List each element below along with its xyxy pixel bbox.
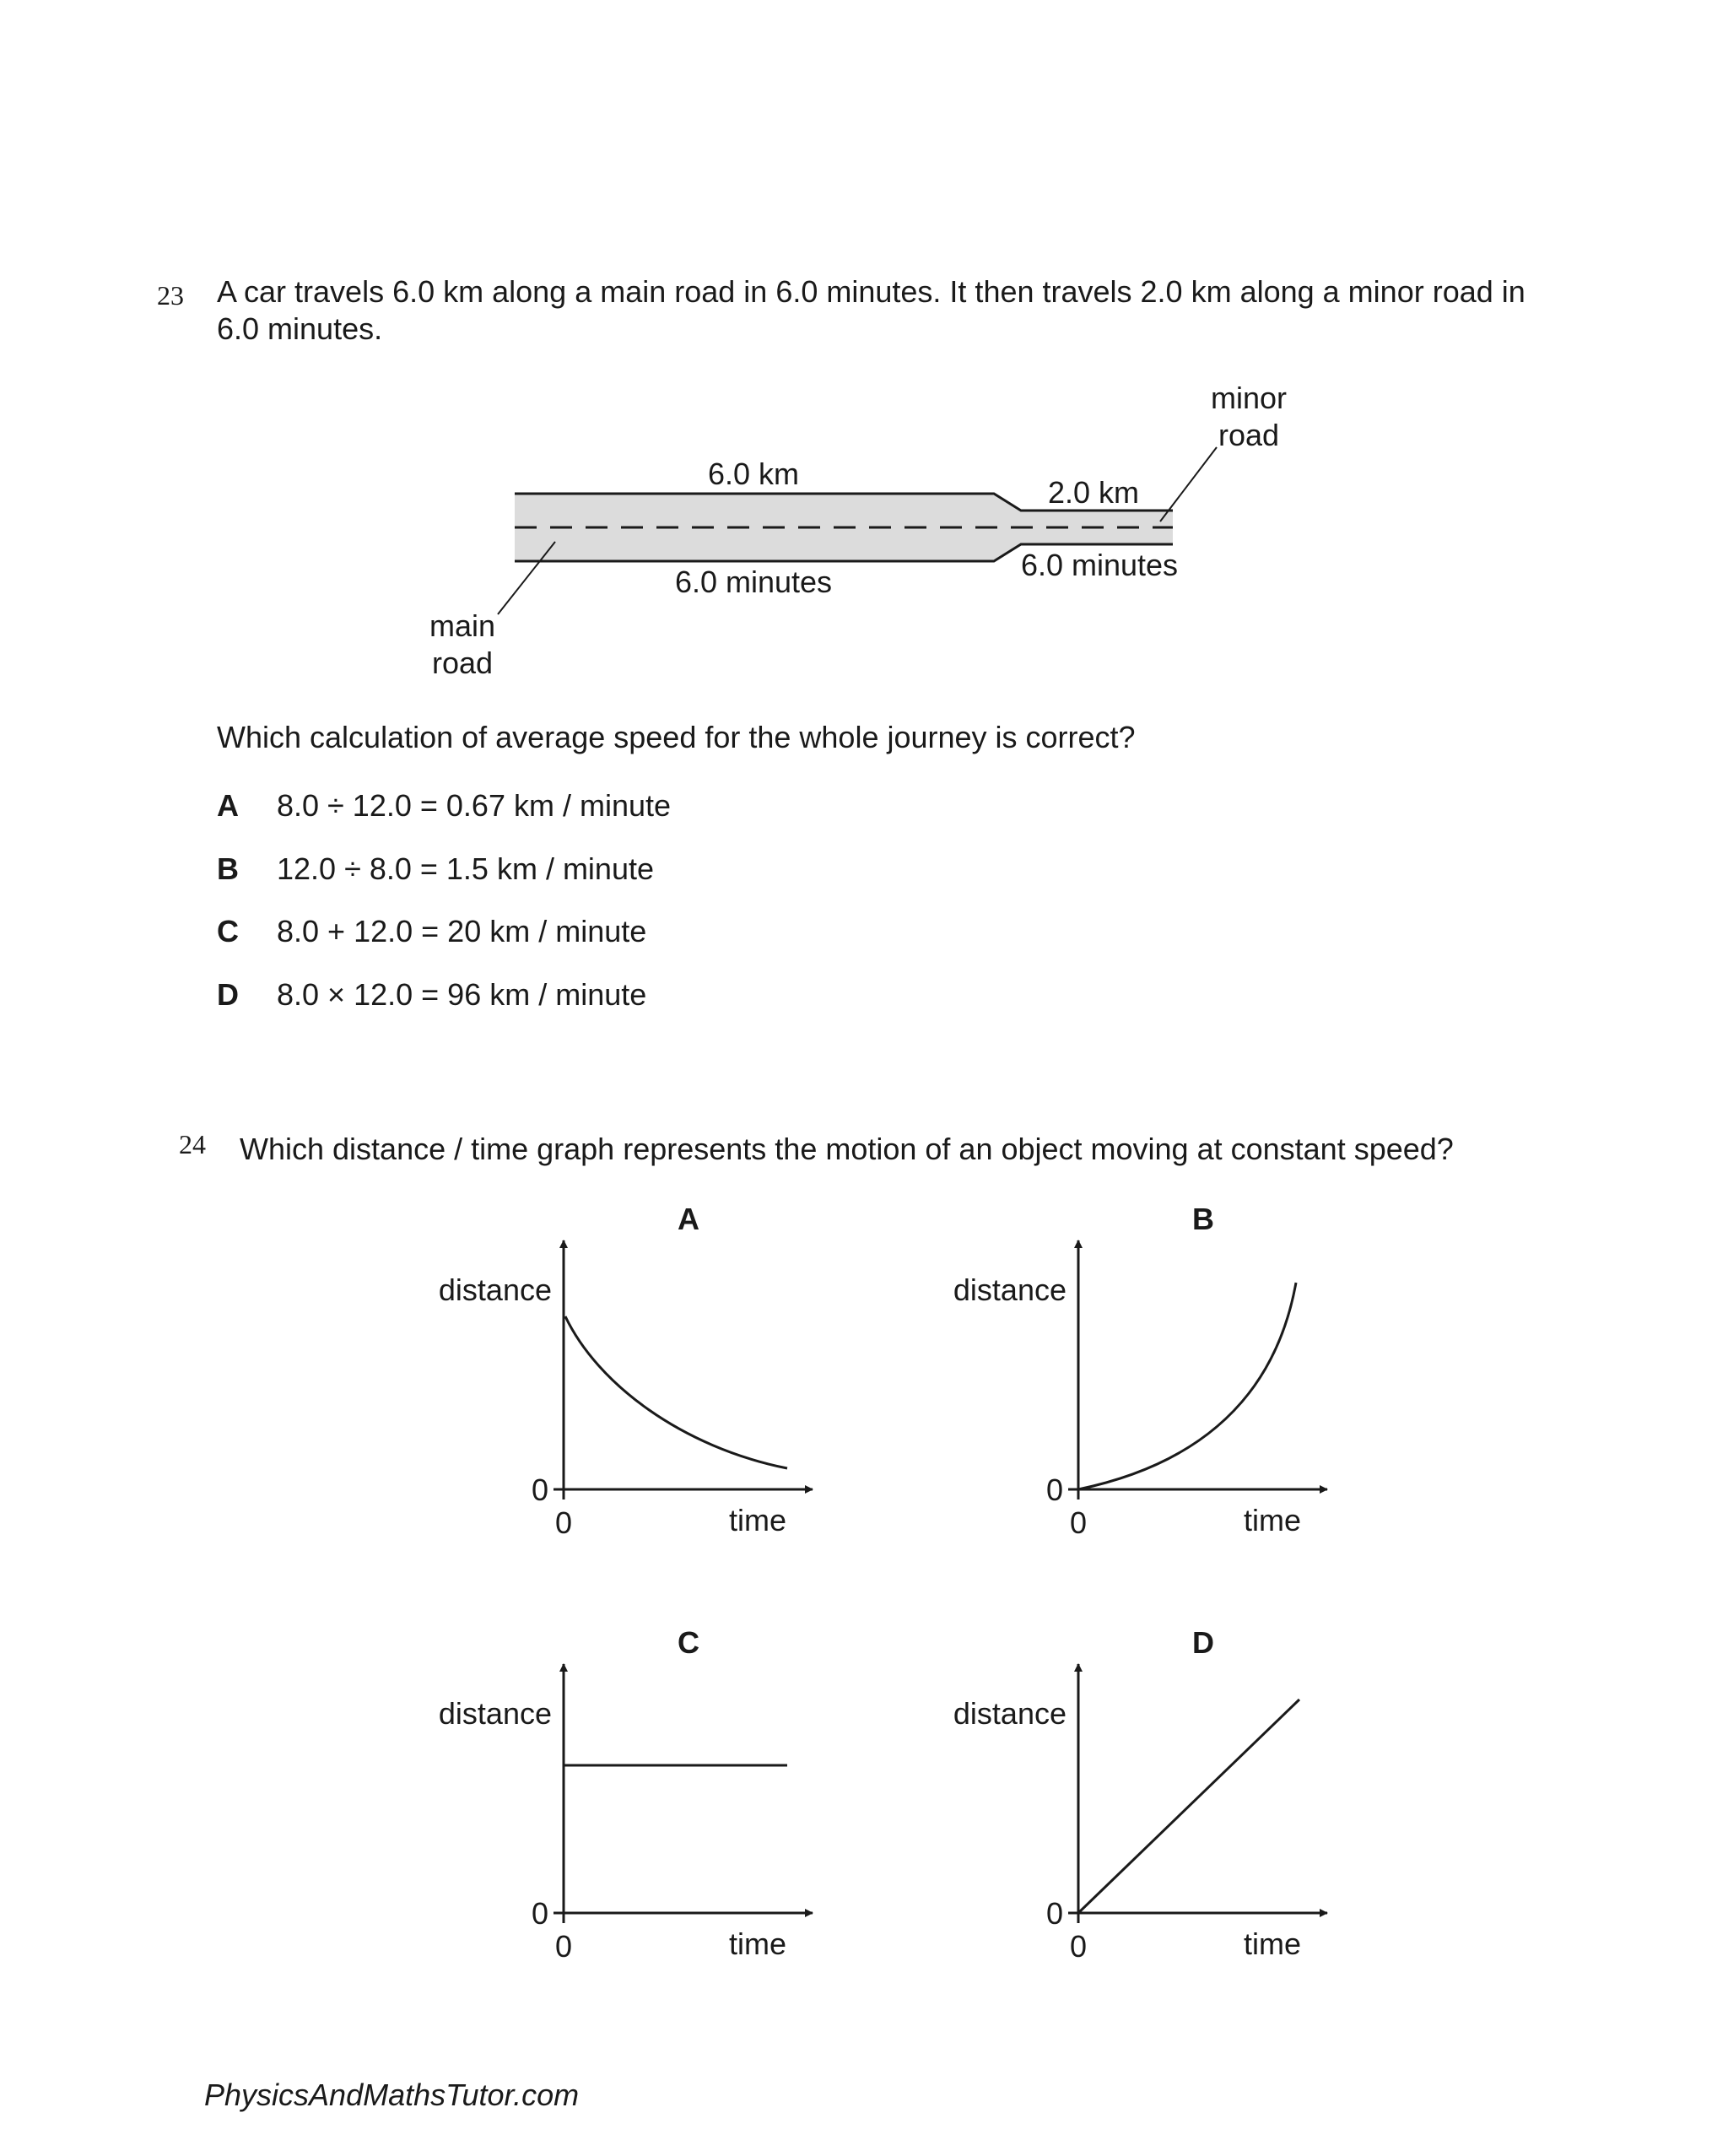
graph-d-y-axis-label: distance [953,1696,1066,1731]
graph-a-label: A [678,1202,699,1236]
question-23-text-line-2: 6.0 minutes. [217,311,383,346]
graph-a-origin-y: 0 [531,1472,548,1507]
option-c-text: 8.0 + 12.0 = 20 km / minute [277,914,647,948]
graph-a-x-axis-label: time [728,1503,787,1537]
graph-b-x-axis-label: time [1243,1503,1302,1537]
graph-a-curve [565,1316,787,1468]
graph-d-label: D [1192,1625,1214,1660]
graph-d-x-axis-label: time [1243,1926,1302,1961]
question-number-23: 23 [157,280,184,311]
graph-c-origin-x: 0 [554,1929,573,1964]
option-d-text: 8.0 × 12.0 = 96 km / minute [277,977,647,1012]
graph-d-origin-y: 0 [1045,1896,1063,1931]
option-b-letter: B [217,851,239,886]
main-road-time-label: 6.0 minutes [674,565,833,599]
distance-time-graphs [0,1181,1728,1983]
minor-road-label-line-1: minor [1210,381,1288,415]
question-24-prompt: Which distance / time graph represents the motion of an object moving at constant speed? [240,1132,1454,1166]
minor-road-label-line-2: road [1218,418,1280,452]
option-a[interactable] [217,788,672,824]
graph-d-line [1078,1699,1299,1913]
graph-c-y-axis-label: distance [438,1696,552,1731]
graph-a[interactable] [439,1202,813,1540]
graph-b-origin-y: 0 [1045,1472,1063,1507]
graph-b-origin-x: 0 [1069,1505,1088,1540]
graph-d[interactable] [953,1625,1327,1964]
question-number-24: 24 [179,1129,206,1159]
graph-d-origin-x: 0 [1069,1929,1088,1964]
graph-c[interactable] [439,1625,813,1964]
graph-c-x-axis-label: time [728,1926,787,1961]
graph-c-label: C [678,1625,699,1660]
road-diagram [0,0,1728,692]
graph-b-y-axis-label: distance [953,1273,1066,1307]
graph-a-y-axis-label: distance [438,1273,552,1307]
minor-road-distance-label: 2.0 km [1047,475,1140,510]
minor-road-time-label: 6.0 minutes [1020,548,1179,582]
question-23-text-line-1: A car travels 6.0 km along a main road in 6.0 minutes. It then travels 2.0 km along a minor road in [217,274,1526,309]
option-d[interactable] [217,977,647,1013]
option-c-letter: C [217,914,239,948]
graph-a-origin-x: 0 [554,1505,573,1540]
minor-road-leader-line [1160,447,1217,521]
main-road-label-line-1: main [429,608,496,643]
footer-site-name: PhysicsAndMathsTutor.com [204,2078,580,2112]
graph-b-curve [1078,1283,1296,1489]
graph-c-origin-y: 0 [531,1896,548,1931]
option-d-letter: D [217,977,239,1012]
option-a-text: 8.0 ÷ 12.0 = 0.67 km / minute [277,788,672,823]
option-c[interactable] [217,914,647,949]
question-23-prompt: Which calculation of average speed for the whole journey is correct? [217,720,1136,754]
main-road-distance-label: 6.0 km [707,457,800,491]
option-b-text: 12.0 ÷ 8.0 = 1.5 km / minute [277,851,654,886]
main-road-label-line-2: road [431,646,494,680]
option-b[interactable] [217,851,654,887]
option-a-letter: A [217,788,239,823]
graph-b-label: B [1192,1202,1214,1236]
graph-b[interactable] [953,1202,1327,1540]
